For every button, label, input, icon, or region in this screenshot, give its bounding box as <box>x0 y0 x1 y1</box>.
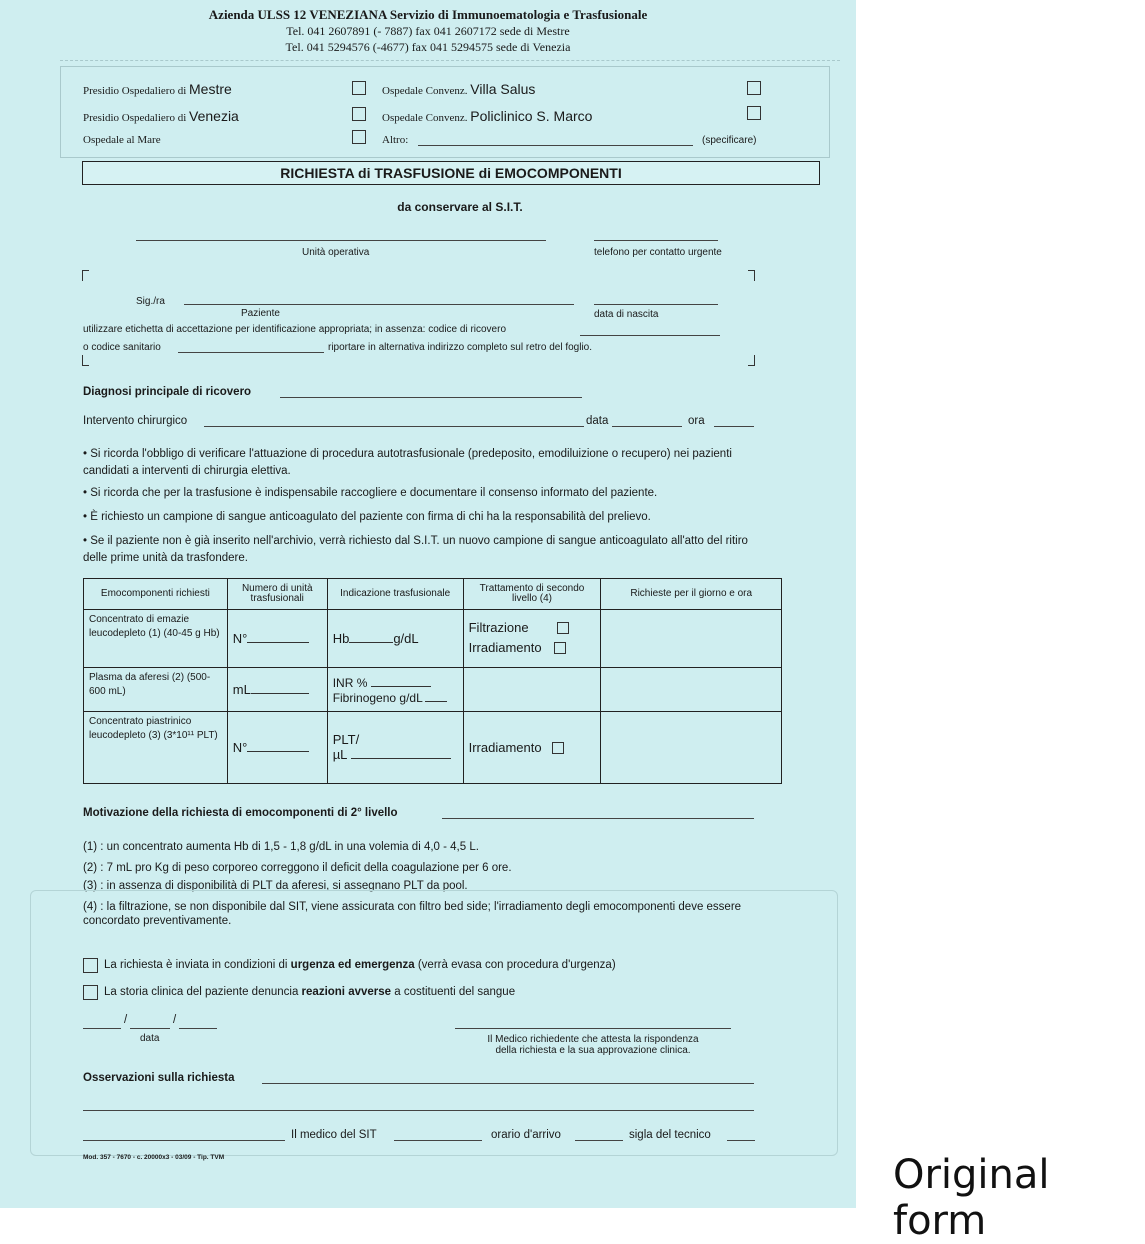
sigra-label: Sig./ra <box>136 296 165 307</box>
riportare-text: riportare in alternativa indirizzo completo sul retro del foglio. <box>328 342 593 353</box>
codice-sanitario-field[interactable] <box>178 352 324 353</box>
intervento-data-label: data <box>586 415 609 427</box>
units-cell[interactable]: N° <box>227 610 327 668</box>
bleed-box <box>30 890 838 1156</box>
orario-value-field[interactable] <box>575 1140 623 1141</box>
unita-operativa-field[interactable] <box>136 240 546 241</box>
date-day-field[interactable] <box>83 1028 121 1029</box>
note-4: • Se il paziente non è già inserito nell'archivio, verrà richiesto dal S.I.T. un nuovo campione di sangue anticoagulato all'atto del ritiro delle prime unità da trasfondere. <box>83 535 748 564</box>
units-cell[interactable]: mL <box>227 668 327 712</box>
note-2: • Si ricorda che per la trasfusione è indispensabile raccogliere e documentare il consenso informato del paziente. <box>83 487 658 499</box>
date-label: data <box>140 1033 160 1044</box>
bleed-line <box>60 60 840 61</box>
hospital-policlinico: Ospedale Convenz. Policlinico S. Marco <box>382 108 593 124</box>
mod-code: Mod. 357 - 7670 - c. 20000x3 - 03/09 - Tip. TVM <box>83 1154 225 1161</box>
intervento-ora-label: ora <box>688 415 705 427</box>
emocomponenti-table <box>83 578 782 784</box>
date-slash: / <box>124 1014 128 1026</box>
indication-cell[interactable]: Hb g/dL <box>327 610 463 668</box>
altro-label: Altro: <box>382 134 409 146</box>
intervento-field[interactable] <box>204 426 584 427</box>
header-line-1: Azienda ULSS 12 VENEZIANA Servizio di Immunoematologia e Trasfusionale <box>208 7 648 22</box>
specificare-label: (specificare) <box>702 135 757 146</box>
footnote-1: (1) : un concentrato aumenta Hb di 1,5 - 1,8 g/dL in una volemia di 4,0 - 4,5 L. <box>83 841 479 853</box>
intervento-data-field[interactable] <box>612 426 682 427</box>
footnote-3: (3) : in assenza di disponibilità di PLT da aferesi, si assegnano PLT da pool. <box>83 880 468 892</box>
footnote-4: (4) : la filtrazione, se non disponibile dal SIT, viene assicurata con filtro bed side; l'irradiamento degli emocomponenti deve essere concordato preventivamente. <box>83 901 742 927</box>
caption: Original form <box>893 1152 1050 1244</box>
header-line-3: Tel. 041 5294576 (-4677) fax 041 5294575 sede di Venezia <box>285 40 571 54</box>
hospital-mestre: Presidio Ospedaliero di Mestre <box>83 81 232 97</box>
medico-text: Il Medico richiedente che attesta la rispondenza della richiesta e la sua approvazione clinica. <box>487 1034 699 1056</box>
table-row <box>84 610 782 668</box>
hospital-al-mare: Ospedale al Mare <box>83 134 161 146</box>
codice-ricovero-field[interactable] <box>580 335 720 336</box>
date-month-field[interactable] <box>130 1028 170 1029</box>
filtrazione-option[interactable]: Filtrazione <box>469 618 596 638</box>
treatment-cell <box>463 610 601 668</box>
table-header: Numero di unità trasfusionali <box>227 579 327 610</box>
treatment-cell <box>463 668 601 712</box>
row-name: Concentrato piastrinico leucodepleto (3) (3*10¹¹ PLT) <box>84 712 228 784</box>
row-name: Concentrato di emazie leucodepleto (1) (40-45 g Hb) <box>84 610 228 668</box>
paziente-field[interactable] <box>184 304 574 305</box>
table-header: Emocomponenti richiesti <box>84 579 228 610</box>
medico-sit-label: Il medico del SIT <box>291 1129 377 1141</box>
intervento-label: Intervento chirurgico <box>83 415 188 427</box>
osservazioni-field-2[interactable] <box>83 1110 754 1111</box>
checkbox-urgenza[interactable] <box>83 958 98 973</box>
paziente-label: Paziente <box>241 308 280 319</box>
hospital-villa-salus: Ospedale Convenz. Villa Salus <box>382 81 536 97</box>
etichetta-text: utilizzare etichetta di accettazione per identificazione appropriata; in assenza: codice di ricovero <box>83 324 507 335</box>
checkbox-villa-salus[interactable] <box>747 81 761 95</box>
diagnosi-field[interactable] <box>280 397 582 398</box>
label-corner-tr <box>748 270 755 281</box>
motivazione-label: Motivazione della richiesta di emocomponenti di 2° livello <box>83 807 398 819</box>
checkbox-irradiamento-1[interactable] <box>554 642 566 654</box>
sigla-field[interactable] <box>727 1140 755 1141</box>
richieste-cell[interactable] <box>601 712 782 784</box>
telefono-label: telefono per contatto urgente <box>594 247 722 258</box>
label-corner-br <box>748 355 755 366</box>
checkbox-al-mare[interactable] <box>352 130 366 144</box>
row-name: Plasma da aferesi (2) (500-600 mL) <box>84 668 228 712</box>
reazioni-text: La storia clinica del paziente denuncia reazioni avverse a costituenti del sangue <box>104 986 516 998</box>
codice-sanitario-label: o codice sanitario <box>83 342 161 353</box>
orario-label: orario d'arrivo <box>491 1129 561 1141</box>
label-corner-bl <box>82 355 89 366</box>
irradiamento-option[interactable]: Irradiamento <box>469 638 596 658</box>
osservazioni-label: Osservazioni sulla richiesta <box>83 1072 235 1084</box>
data-nascita-label: data di nascita <box>594 309 659 320</box>
checkbox-reazioni[interactable] <box>83 985 98 1000</box>
table-header: Trattamento di secondo livello (4) <box>463 579 601 610</box>
hospital-venezia: Presidio Ospedaliero di Venezia <box>83 108 239 124</box>
units-cell[interactable]: N° <box>227 712 327 784</box>
checkbox-policlinico[interactable] <box>747 106 761 120</box>
checkbox-venezia[interactable] <box>352 107 366 121</box>
table-row <box>84 712 782 784</box>
altro-field[interactable] <box>418 145 693 146</box>
table-row <box>84 668 782 712</box>
footnote-2: (2) : 7 mL pro Kg di peso corporeo correggono il deficit della coagulazione per 6 ore. <box>83 862 512 874</box>
form-title: RICHIESTA di TRASFUSIONE di EMOCOMPONENTI <box>82 161 820 185</box>
richieste-cell[interactable] <box>601 668 782 712</box>
date-year-field[interactable] <box>179 1028 217 1029</box>
urgenza-text: La richiesta è inviata in condizioni di urgenza ed emergenza (verrà evasa con procedura d'urgenza) <box>104 959 616 971</box>
checkbox-irradiamento-plt[interactable] <box>552 742 564 754</box>
osservazioni-field-1[interactable] <box>262 1083 754 1084</box>
date-slash: / <box>173 1014 177 1026</box>
unita-operativa-label: Unità operativa <box>302 247 370 258</box>
indication-cell[interactable]: INR % Fibrinogeno g/dL <box>327 668 463 712</box>
checkbox-mestre[interactable] <box>352 81 366 95</box>
richieste-cell[interactable] <box>601 610 782 668</box>
orario-field[interactable] <box>394 1140 482 1141</box>
telefono-field[interactable] <box>594 240 718 241</box>
intervento-ora-field[interactable] <box>714 426 754 427</box>
medico-signature-field[interactable] <box>455 1028 731 1029</box>
table-header: Richieste per il giorno e ora <box>601 579 782 610</box>
data-nascita-field[interactable] <box>594 304 718 305</box>
treatment-cell[interactable]: Irradiamento <box>463 712 601 784</box>
indication-cell[interactable]: PLT/ µL <box>327 712 463 784</box>
table-header-row <box>84 579 782 610</box>
label-corner-tl <box>82 270 89 281</box>
table-header: Indicazione trasfusionale <box>327 579 463 610</box>
note-1: • Si ricorda l'obbligo di verificare l'attuazione di procedura autotrasfusionale (predeposito, emodiluizione o recupero) nei pazienti candidati a interventi di chirurgia elettiva. <box>83 448 732 477</box>
motivazione-field[interactable] <box>442 818 754 819</box>
form-subtitle: da conservare al S.I.T. <box>397 200 523 214</box>
diagnosi-label: Diagnosi principale di ricovero <box>83 386 252 398</box>
sigla-label: sigla del tecnico <box>629 1129 711 1141</box>
header-line-2: Tel. 041 2607891 (- 7887) fax 041 2607172 sede di Mestre <box>286 24 570 38</box>
checkbox-filtrazione[interactable] <box>557 622 569 634</box>
note-3: • È richiesto un campione di sangue anticoagulato del paziente con firma di chi ha la responsabilità del prelievo. <box>83 511 651 523</box>
medico-sit-field[interactable] <box>83 1140 285 1141</box>
